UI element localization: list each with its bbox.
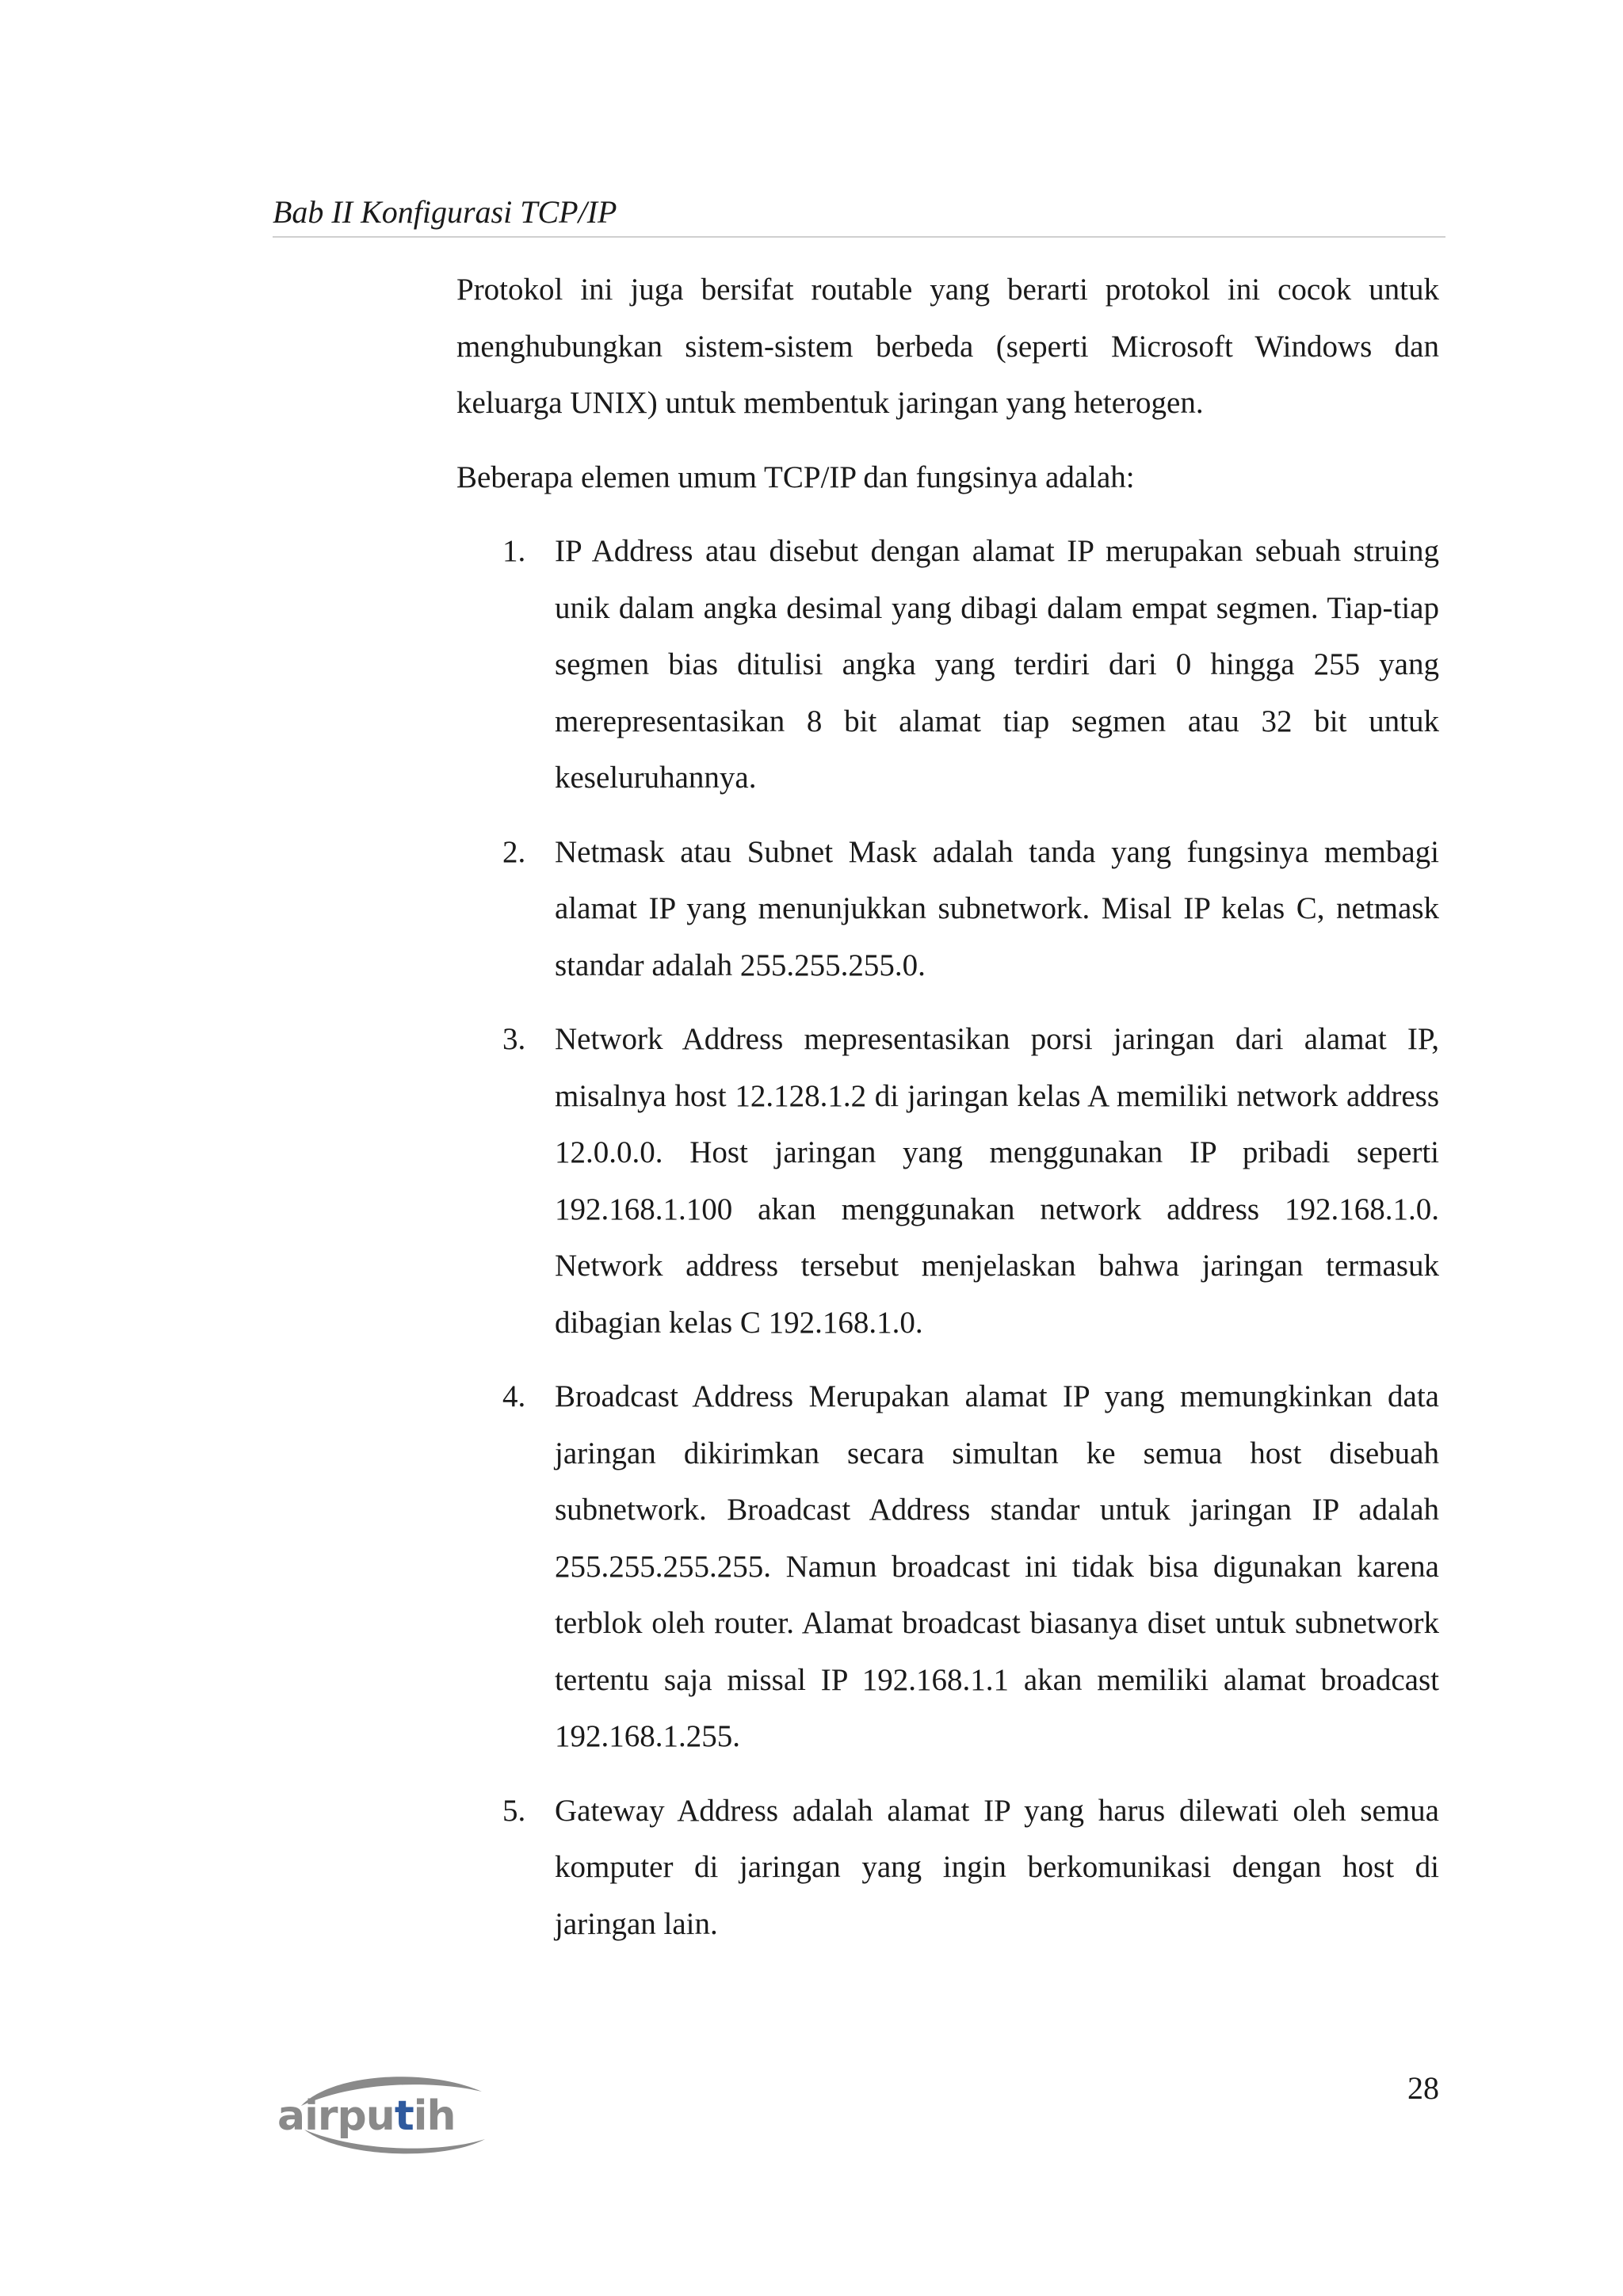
list-item-text: Gateway Address adalah alamat IP yang harus dilewati oleh semua komputer di jaringan yang ingin berkomunikasi dengan host di jaringan lain. — [555, 1793, 1439, 1941]
body-text — [456, 261, 1439, 1970]
list-item-number: 3. — [502, 1022, 526, 1056]
intro-paragraph: Protokol ini juga bersifat routable yang berarti protokol ini cocok untuk menghubungkan sistem-sistem berbeda (seperti Microsoft Windows dan keluarga UNIX) untuk membentuk jaringan yang heterogen. — [456, 273, 1439, 420]
list-item-number: 5. — [502, 1793, 526, 1828]
list-intro: Beberapa elemen umum TCP/IP dan fungsinya adalah: — [456, 460, 1135, 494]
list-item-text: Network Address mepresentasikan porsi jaringan dari alamat IP, misalnya host 12.128.1.2 di jaringan kelas A memiliki network address 12.0.0.0. Host jaringan yang menggunakan IP pribadi seperti 192.168.1.100 akan menggunakan network address 192.168.1.0. Network address tersebut menjelaskan bahwa jaringan termasuk dibagian kelas C 192.168.1.0. — [555, 1022, 1439, 1340]
airputih-logo — [269, 2057, 523, 2168]
list-item-text: Netmask atau Subnet Mask adalah tanda yang fungsinya membagi alamat IP yang menunjukkan subnetwork. Misal IP kelas C, netmask standar adalah 255.255.255.0. — [555, 834, 1439, 982]
list-item — [456, 1011, 1439, 1351]
list-item — [456, 824, 1439, 994]
page-number: 28 — [1407, 2070, 1439, 2106]
list-item-text: IP Address atau disebut dengan alamat IP merupakan sebuah struing unik dalam angka desimal yang dibagi dalam empat segmen. Tiap-tiap segmen bias ditulisi angka yang terdiri dari 0 hingga 255 yang merepresentasikan 8 bit alamat tiap segmen atau 32 bit untuk keseluruhannya. — [555, 534, 1439, 795]
list-item — [456, 1368, 1439, 1765]
list-item-number: 2. — [502, 834, 526, 869]
list-item-number: 1. — [502, 534, 526, 568]
chapter-title: Bab II Konfigurasi TCP/IP — [273, 194, 617, 230]
logo-wordmark: airputih — [277, 2092, 456, 2140]
running-header — [273, 190, 1445, 238]
elements-list — [456, 523, 1439, 1952]
list-item-text: Broadcast Address Merupakan alamat IP yang memungkinkan data jaringan dikirimkan secara simultan ke semua host disebuah subnetwork. Broadcast Address standar untuk jaringan IP adalah 255.255.255.255. Namun broadcast ini tidak bisa digunakan karena terblok oleh router. Alamat broadcast biasanya diset untuk subnetwork tertentu saja missal IP 192.168.1.1 akan memiliki alamat broadcast 192.168.1.255. — [555, 1379, 1439, 1753]
list-item — [456, 1783, 1439, 1953]
list-item-number: 4. — [502, 1379, 526, 1413]
list-item — [456, 523, 1439, 807]
